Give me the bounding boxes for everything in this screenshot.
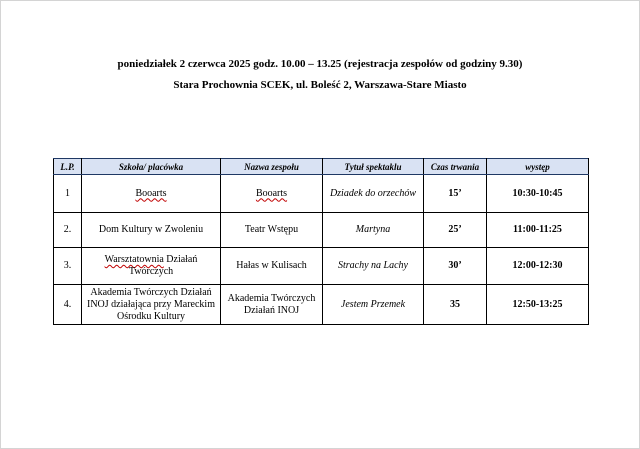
- column-header-group: Nazwa zespołu: [221, 159, 323, 175]
- cell-group: [221, 175, 323, 213]
- cell-duration: 15’: [424, 175, 487, 213]
- table-row: [54, 175, 589, 213]
- column-header-duration: Czas trwania: [424, 159, 487, 175]
- cell-title: Dziadek do orzechów: [323, 175, 424, 213]
- event-venue-line: Stara Prochownia SCEK, ul. Boleść 2, Warszawa-Stare Miasto: [173, 79, 467, 91]
- cell-title: Martyna: [323, 213, 424, 248]
- table-row: [54, 213, 589, 248]
- cell-duration: 25’: [424, 213, 487, 248]
- cell-lp: 3.: [54, 248, 82, 285]
- cell-group: Teatr Wstępu: [221, 213, 323, 248]
- event-header: [0, 54, 640, 96]
- table-header-row: [54, 159, 589, 175]
- cell-school-text: Działań Twórczych: [128, 254, 198, 277]
- cell-school: [82, 248, 221, 285]
- cell-school: Akademia Twórczych Działań INOJ działająca przy Mareckim Ośrodku Kultury: [82, 285, 221, 325]
- column-header-slot: występ: [487, 159, 589, 175]
- cell-duration: 30’: [424, 248, 487, 285]
- cell-slot: 10:30-10:45: [487, 175, 589, 213]
- cell-school-text: Booarts: [135, 187, 167, 199]
- cell-slot: 12:50-13:25: [487, 285, 589, 325]
- table-row: [54, 248, 589, 285]
- cell-lp: 1: [54, 175, 82, 213]
- cell-slot: 11:00-11:25: [487, 213, 589, 248]
- cell-title: Jestem Przemek: [323, 285, 424, 325]
- cell-group: Akademia Twórczych Działań INOJ: [221, 285, 323, 325]
- cell-group: Hałas w Kulisach: [221, 248, 323, 285]
- column-header-title: Tytuł spektaklu: [323, 159, 424, 175]
- cell-title: Strachy na Lachy: [323, 248, 424, 285]
- cell-slot: 12:00-12:30: [487, 248, 589, 285]
- cell-school: [82, 175, 221, 213]
- cell-lp: 2.: [54, 213, 82, 248]
- column-header-lp: L.P.: [54, 159, 82, 175]
- table-row: [54, 285, 589, 325]
- event-date-line: poniedziałek 2 czerwca 2025 godz. 10.00 – 13.25 (rejestracja zespołów od godziny 9.30): [117, 58, 523, 70]
- cell-group-text: Booarts: [255, 187, 288, 199]
- cell-school: Dom Kultury w Zwoleniu: [82, 213, 221, 248]
- cell-school-misspelled-word: Warsztatownia: [104, 254, 164, 265]
- cell-duration: 35: [424, 285, 487, 325]
- column-header-school: Szkoła/ placówka: [82, 159, 221, 175]
- cell-lp: 4.: [54, 285, 82, 325]
- schedule-table: [53, 158, 589, 325]
